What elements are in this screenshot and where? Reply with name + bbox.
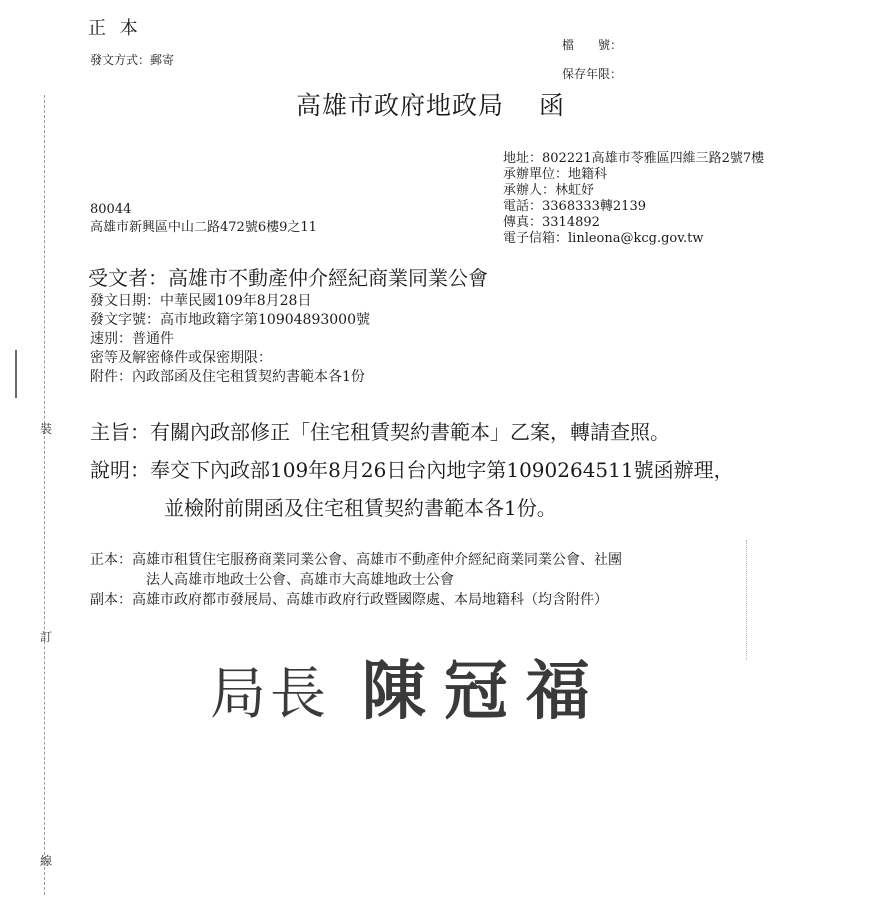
recipient-postal-code: 80044 — [90, 202, 132, 217]
copy-type: 正 本 — [88, 18, 142, 39]
sender-phone: 電話：3368333轉2139 — [503, 199, 646, 214]
reference-fields — [90, 292, 370, 387]
binding-dashed-line — [44, 95, 45, 895]
explanation-line-2: 並檢附前開函及住宅租賃契約書範本各1份。 — [164, 496, 557, 520]
explanation-line-1: 說明：奉交下內政部109年8月26日台內地字第1090264511號函辦理， — [90, 458, 734, 482]
document-title: 高雄市政府地政局 函 — [296, 91, 565, 120]
scan-edge-mark — [746, 540, 747, 660]
document-number: 發文字號：高市地政籍字第10904893000號 — [90, 312, 370, 328]
copy-recipients: 副本：高雄市政府都市發展局、高雄市政府行政暨國際處、本局地籍科（均含附件） — [90, 592, 608, 608]
recipient: 受文者：高雄市不動產仲介經紀商業同業公會 — [88, 266, 488, 290]
binding-mark-zhuang: 裝 — [40, 422, 53, 436]
binding-mark-ding: 訂 — [40, 630, 53, 644]
signature-title: 局長 — [210, 662, 330, 727]
file-number-label: 檔 號： — [562, 38, 623, 52]
scan-mark — [15, 350, 17, 398]
sender-fax: 傳真：3314892 — [503, 215, 600, 230]
retention-label: 保存年限： — [562, 67, 623, 81]
original-recipients-line-2: 法人高雄市地政士公會、高雄市大高雄地政士公會 — [146, 572, 454, 588]
sender-info — [503, 151, 764, 247]
distribution-list — [90, 550, 622, 610]
signature-name: 陳冠福 — [361, 654, 608, 729]
delivery-speed: 速別：普通件 — [90, 331, 174, 347]
sender-address: 地址：802221高雄市苓雅區四維三路2號7樓 — [503, 151, 765, 166]
attachments: 附件：內政部函及住宅租賃契約書範本各1份 — [90, 369, 365, 385]
sender-unit: 承辦單位：地籍科 — [503, 167, 608, 182]
recipient-street-address: 高雄市新興區中山二路472號6樓9之11 — [90, 220, 317, 235]
secrecy-level: 密等及解密條件或保密期限： — [90, 350, 272, 366]
signature-block — [210, 640, 608, 732]
original-recipients-line-1: 正本：高雄市租賃住宅服務商業同業公會、高雄市不動產仲介經紀商業同業公會、社團 — [90, 552, 622, 568]
binding-mark-xian: 線 — [40, 854, 53, 868]
sender-email: 電子信箱：linleona@kcg.gov.tw — [503, 231, 704, 246]
sender-handler: 承辦人：林虹妤 — [503, 183, 595, 198]
subject-line: 主旨：有關內政部修正「住宅租賃契約書範本」乙案，轉請查照。 — [90, 420, 670, 444]
delivery-method: 發文方式：郵寄 — [90, 53, 175, 67]
issue-date: 發文日期：中華民國109年8月28日 — [90, 293, 312, 309]
